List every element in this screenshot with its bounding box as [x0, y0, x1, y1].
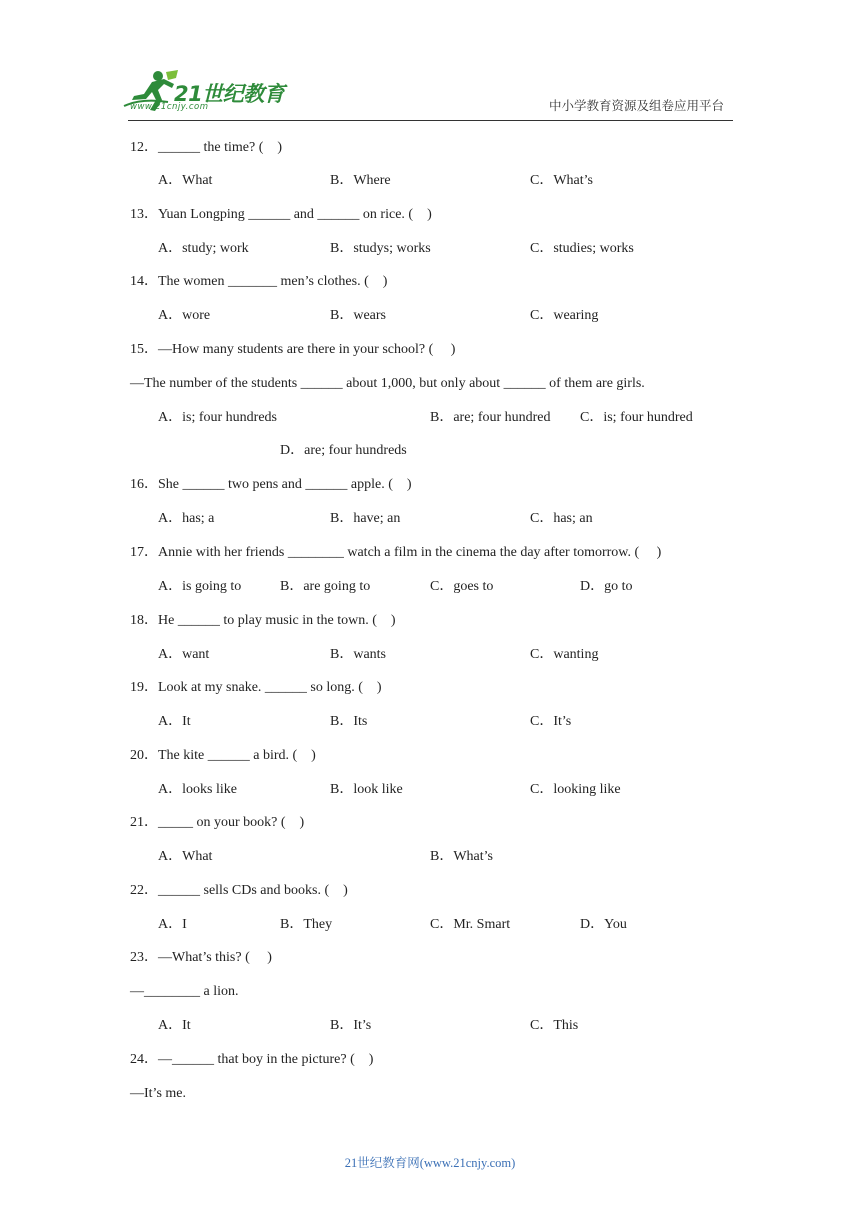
option-a[interactable]: A．What [158, 173, 213, 188]
option-a[interactable]: A．is; four hundreds [158, 410, 277, 425]
option-a[interactable]: A．is going to [158, 579, 242, 594]
question-23-options [0, 1016, 860, 1036]
header-platform-text: 中小学教育资源及组卷应用平台 [549, 98, 725, 113]
question-12 [0, 138, 860, 158]
option-b[interactable]: B．wears [330, 308, 386, 323]
option-a[interactable]: A．It [158, 1018, 191, 1033]
question-23 [0, 948, 860, 968]
question-24-line2 [0, 1084, 860, 1104]
question-22 [0, 881, 860, 901]
page-header [0, 0, 860, 125]
question-stem-continued: —It’s me. [130, 1086, 186, 1101]
question-15 [0, 340, 860, 360]
question-stem: 15．—How many students are there in your school? ( ) [130, 342, 456, 357]
option-b[interactable]: B．look like [330, 782, 403, 797]
option-b[interactable]: B．Where [330, 173, 391, 188]
option-b[interactable]: B．What’s [430, 849, 493, 864]
option-a[interactable]: A．study; work [158, 241, 249, 256]
option-c[interactable]: C．studies; works [530, 241, 634, 256]
question-12-options [0, 171, 860, 191]
option-c[interactable]: C．wearing [530, 308, 599, 323]
option-a[interactable]: A．has; a [158, 511, 215, 526]
option-c[interactable]: C．wanting [530, 647, 599, 662]
question-stem: 17．Annie with her friends ________ watch a film in the cinema the day after tomorrow. ( ) [130, 545, 662, 560]
logo [122, 68, 292, 118]
option-c[interactable]: C．It’s [530, 714, 572, 729]
question-20-options [0, 780, 860, 800]
question-13-options [0, 239, 860, 259]
header-divider [128, 120, 733, 121]
question-stem: 16．She ______ two pens and ______ apple. ( ) [130, 477, 412, 492]
option-a[interactable]: A．wore [158, 308, 211, 323]
question-14 [0, 272, 860, 292]
question-16-options [0, 509, 860, 529]
question-stem: 13．Yuan Longping ______ and ______ on rice. ( ) [130, 207, 432, 222]
option-b[interactable]: B．studys; works [330, 241, 431, 256]
logo-text: 21世纪教育 [174, 82, 285, 106]
option-b[interactable]: B．are; four hundred [430, 410, 551, 425]
option-c[interactable]: C．looking like [530, 782, 621, 797]
question-14-options [0, 306, 860, 326]
option-a[interactable]: A．want [158, 647, 210, 662]
question-stem: 20．The kite ______ a bird. ( ) [130, 748, 316, 763]
question-19 [0, 678, 860, 698]
option-c[interactable]: C．Mr. Smart [430, 917, 511, 932]
question-19-options [0, 712, 860, 732]
option-c[interactable]: C．is; four hundred [580, 410, 693, 425]
question-24 [0, 1050, 860, 1070]
question-stem: 19．Look at my snake. ______ so long. ( ) [130, 680, 382, 695]
option-d[interactable]: D．You [580, 917, 627, 932]
question-20 [0, 746, 860, 766]
question-stem: 14．The women _______ men’s clothes. ( ) [130, 274, 388, 289]
question-stem: 22．______ sells CDs and books. ( ) [130, 883, 348, 898]
option-c[interactable]: C．goes to [430, 579, 494, 594]
option-a[interactable]: A．looks like [158, 782, 237, 797]
question-17 [0, 543, 860, 563]
option-d[interactable]: D．go to [580, 579, 633, 594]
question-23-line2 [0, 982, 860, 1002]
option-c[interactable]: C．has; an [530, 511, 593, 526]
question-stem: 24．—______ that boy in the picture? ( ) [130, 1052, 374, 1067]
page-footer: 21世纪教育网(www.21cnjy.com) [344, 1156, 516, 1170]
question-stem: 23．—What’s this? ( ) [130, 950, 272, 965]
question-15-options-2 [0, 441, 860, 461]
question-18-options [0, 645, 860, 665]
question-stem: 21．_____ on your book? ( ) [130, 815, 305, 830]
option-b[interactable]: B．They [280, 917, 333, 932]
question-18 [0, 611, 860, 631]
question-21-options [0, 847, 860, 867]
option-a[interactable]: A．I [158, 917, 187, 932]
question-13 [0, 205, 860, 225]
option-a[interactable]: A．What [158, 849, 213, 864]
option-b[interactable]: B．It’s [330, 1018, 372, 1033]
option-c[interactable]: C．This [530, 1018, 579, 1033]
option-b[interactable]: B．Its [330, 714, 368, 729]
question-stem-continued: —The number of the students ______ about 1,000, but only about ______ of them are girls. [130, 376, 645, 391]
question-21 [0, 813, 860, 833]
logo-url: www.21cnjy.com [130, 102, 209, 112]
option-a[interactable]: A．It [158, 714, 191, 729]
question-stem: 18．He ______ to play music in the town. ( ) [130, 613, 396, 628]
question-stem-continued: —________ a lion. [130, 984, 239, 999]
question-16 [0, 475, 860, 495]
option-c[interactable]: C．What’s [530, 173, 593, 188]
option-b[interactable]: B．wants [330, 647, 386, 662]
option-b[interactable]: B．are going to [280, 579, 371, 594]
question-15-options [0, 408, 860, 428]
option-d[interactable]: D．are; four hundreds [280, 443, 407, 458]
question-22-options [0, 915, 860, 935]
question-17-options [0, 577, 860, 597]
question-stem: 12．______ the time? ( ) [130, 140, 283, 155]
option-b[interactable]: B．have; an [330, 511, 401, 526]
question-15-line2 [0, 374, 860, 394]
